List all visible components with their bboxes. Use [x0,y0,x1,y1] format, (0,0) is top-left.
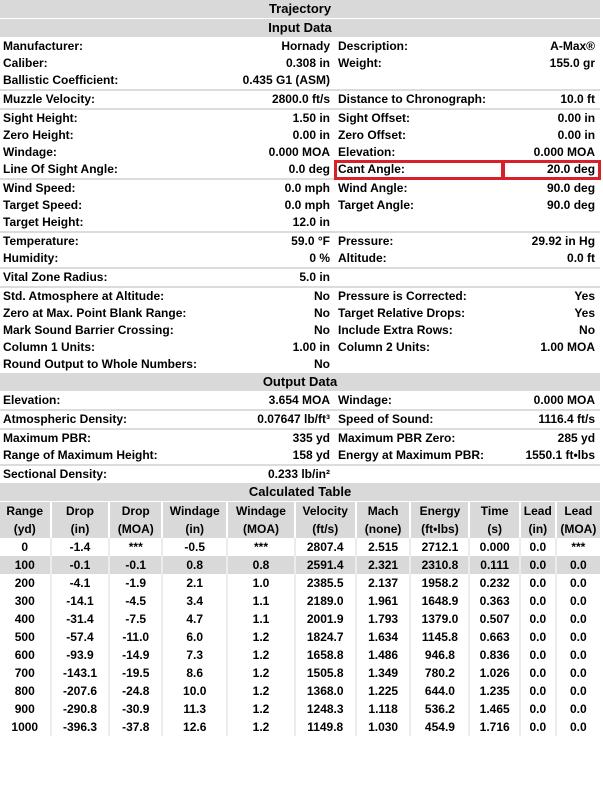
column-unit: (MOA) [556,520,600,538]
column-header: Drop [51,502,110,520]
table-cell: -290.8 [51,700,110,718]
row-value: 1116.4 ft/s [503,410,600,429]
row-value: 1.50 in [168,109,335,127]
table-cell: -396.3 [51,718,110,736]
table-cell: 454.9 [410,718,469,736]
table-cell: -1.9 [109,574,162,592]
table-cell: 0.0 [520,700,556,718]
table-cell: 1.465 [469,700,520,718]
table-cell: 1.2 [227,646,294,664]
data-row [0,287,600,305]
column-header: Lead [520,502,556,520]
table-cell: 1.961 [356,592,411,610]
row-value: 0.0 mph [168,179,335,197]
data-row [0,429,600,447]
table-cell: 0.0 [570,684,587,698]
table-cell: 1.2 [227,682,294,700]
row-label [335,465,503,483]
row-label: Vital Zone Radius: [0,268,168,287]
row-label: Distance to Chronograph: [335,90,503,109]
row-value: No [579,323,596,337]
data-row [0,410,600,429]
table-cell: 1.2 [227,718,294,736]
column-units-row [0,520,600,538]
data-row [0,305,600,322]
data-row [0,447,600,465]
table-cell: 10.0 [162,682,227,700]
data-row [0,214,600,232]
table-row [0,610,600,628]
row-label: Target Angle: [338,198,415,212]
data-row [0,392,600,411]
table-cell: 0.0 [570,666,587,680]
table-cell: 2.1 [162,574,227,592]
table-cell: -37.8 [109,718,162,736]
row-label: Wind Speed: [0,179,168,197]
table-cell: -4.5 [109,592,162,610]
column-unit: (ft/s) [295,520,356,538]
data-row [0,250,600,268]
table-cell: 0.0 [520,556,556,574]
table-cell: -24.8 [109,682,162,700]
data-row [0,55,600,72]
table-cell: 400 [0,610,51,628]
table-cell: 2.137 [356,574,411,592]
table-cell: 700 [0,664,51,682]
column-unit: (in) [51,520,110,538]
table-cell: *** [227,538,294,556]
table-cell: 0.836 [469,646,520,664]
row-label: Range of Maximum Height: [3,448,158,462]
table-cell: 1379.0 [410,610,469,628]
row-label: Speed of Sound: [335,410,503,429]
row-label: Elevation: [3,393,61,407]
table-cell: -14.1 [51,592,110,610]
row-label: Mark Sound Barrier Crossing: [3,323,174,337]
row-label [335,268,503,287]
row-value: Hornady [281,39,330,53]
row-value: 158 yd [292,448,330,462]
row-value: No [168,287,335,305]
row-label: Manufacturer: [3,39,84,53]
data-row [0,232,600,250]
row-label [335,356,503,373]
row-label: Zero Height: [3,128,74,142]
table-row [0,646,600,664]
table-row [0,592,600,610]
column-header: Range [0,502,51,520]
table-cell: 0.0 [520,628,556,646]
row-value [503,356,600,373]
table-row [0,700,600,718]
row-label: Zero at Max. Point Blank Range: [3,306,187,320]
row-label: Column 1 Units: [3,340,95,354]
row-value: 0.00 in [292,128,330,142]
table-cell: 0.0 [520,574,556,592]
row-label: Description: [338,39,409,53]
column-header: Lead [556,502,600,520]
table-cell: 0.111 [469,556,520,574]
row-label: Pressure: [335,232,503,250]
table-cell: 1.225 [356,682,411,700]
column-header-row [0,502,600,520]
data-row [0,339,600,356]
table-cell: 0.232 [469,574,520,592]
row-value: 1550.1 ft•lbs [525,448,596,462]
table-cell: -93.9 [51,646,110,664]
row-label: Ballistic Coefficient: [3,73,119,87]
table-cell: -14.9 [109,646,162,664]
cant-angle-value-highlighted: 20.0 deg [503,161,600,179]
data-row [0,144,600,161]
table-cell: 0.663 [469,628,520,646]
table-cell: 3.4 [162,592,227,610]
column-header: Windage [227,502,294,520]
row-value: A-Max® [550,39,596,53]
table-cell: 1.118 [356,700,411,718]
row-value [503,465,600,483]
table-cell: -1.4 [51,538,110,556]
table-cell: -0.1 [109,556,162,574]
table-cell: -4.1 [51,574,110,592]
table-cell: 1.716 [469,718,520,736]
table-cell: 1248.3 [295,700,356,718]
table-cell: 1658.8 [295,646,356,664]
table-cell: 2385.5 [295,574,356,592]
row-label: Caliber: [3,56,48,70]
row-value [503,72,600,90]
table-cell: -19.5 [109,664,162,682]
column-unit: (ft•lbs) [410,520,469,538]
row-value: 155.0 gr [549,56,596,70]
table-cell: 8.6 [162,664,227,682]
row-label: Temperature: [0,232,168,250]
column-header: Velocity [295,502,356,520]
table-row [0,574,600,592]
row-value: 1.00 MOA [540,340,596,354]
data-row [0,161,600,179]
row-value: 90.0 deg [547,198,596,212]
table-cell: 0.0 [520,592,556,610]
table-cell: 2807.4 [295,538,356,556]
table-cell: 0.0 [520,610,556,628]
row-value: 12.0 in [292,215,330,229]
row-label: Target Height: [3,215,84,229]
table-cell: 1.235 [469,682,520,700]
row-value: 59.0 °F [168,232,335,250]
table-cell: 0 [0,538,51,556]
table-cell: 0.0 [520,718,556,736]
row-value: 0.233 lb/in² [168,465,335,483]
table-cell: 1.1 [227,610,294,628]
table-cell: 0.363 [469,592,520,610]
row-value: 10.0 ft [503,90,600,109]
table-cell: 0.000 [469,538,520,556]
table-cell: -11.0 [109,628,162,646]
table-cell: -207.6 [51,682,110,700]
table-cell: 946.8 [410,646,469,664]
table-cell: 0.0 [570,612,587,626]
row-label: Sight Offset: [335,109,503,127]
table-cell: 1.2 [227,628,294,646]
row-value: 0.000 MOA [533,145,596,159]
table-cell: -0.1 [51,556,110,574]
output-data-header: Output Data [0,373,600,392]
table-row [0,556,600,574]
table-cell: -30.9 [109,700,162,718]
table-cell: 6.0 [162,628,227,646]
row-value: 3.654 MOA [268,393,330,407]
row-value: 0.00 in [557,128,596,142]
table-cell: 100 [0,556,51,574]
row-label: Pressure is Corrected: [335,287,503,305]
calculated-table-header: Calculated Table [0,483,600,502]
data-row [0,90,600,109]
row-label: Std. Atmosphere at Altitude: [0,287,168,305]
column-header: Windage [162,502,227,520]
table-cell: 0.0 [520,538,556,556]
table-cell: 780.2 [410,664,469,682]
table-cell: 1824.7 [295,628,356,646]
table-cell: *** [571,540,586,554]
column-header: Time [469,502,520,520]
column-unit: (in) [162,520,227,538]
row-label: Column 2 Units: [338,340,430,354]
table-cell: 1145.8 [410,628,469,646]
output-data-section [0,392,600,484]
row-value: 285 yd [503,429,600,447]
row-label: Altitude: [338,251,387,265]
row-value: 0.0 mph [284,198,330,212]
row-label [335,72,503,90]
cant-angle-label-highlighted: Cant Angle: [335,161,503,179]
row-value: 0.0 ft [567,251,596,265]
column-unit: (MOA) [227,520,294,538]
data-row [0,268,600,287]
table-cell: 2.515 [356,538,411,556]
table-cell: 644.0 [410,682,469,700]
data-row [0,322,600,339]
table-cell: 2712.1 [410,538,469,556]
table-cell: 2001.9 [295,610,356,628]
data-row [0,179,600,197]
table-cell: 1.2 [227,700,294,718]
table-cell: 0.0 [520,682,556,700]
table-cell: 0.0 [570,594,587,608]
table-cell: 0.8 [227,556,294,574]
table-cell: 11.3 [162,700,227,718]
row-value: 2800.0 ft/s [168,90,335,109]
row-label: Windage: [3,145,57,159]
data-row [0,127,600,144]
data-row [0,72,600,90]
column-unit: (s) [469,520,520,538]
row-value: 29.92 in Hg [503,232,600,250]
table-cell: 200 [0,574,51,592]
column-header: Drop [109,502,162,520]
row-label: Muzzle Velocity: [0,90,168,109]
row-value: 0 % [309,251,330,265]
table-cell: 1149.8 [295,718,356,736]
calculated-table [0,502,600,736]
table-cell: -31.4 [51,610,110,628]
table-cell: 536.2 [410,700,469,718]
row-value: 1.00 in [292,340,330,354]
data-row [0,109,600,127]
row-value: No [314,357,330,371]
table-cell: 1.2 [227,664,294,682]
table-cell: 0.0 [520,664,556,682]
row-value: Yes [574,306,596,320]
table-cell: 2189.0 [295,592,356,610]
table-cell: 0.507 [469,610,520,628]
page-title: Trajectory [0,0,600,19]
column-unit: (yd) [0,520,51,538]
table-cell: 1.486 [356,646,411,664]
table-row [0,718,600,736]
row-value: No [314,306,330,320]
row-label: Target Relative Drops: [338,306,466,320]
column-unit: (in) [520,520,556,538]
table-cell: 0.8 [162,556,227,574]
row-value: Yes [503,287,600,305]
table-cell: 800 [0,682,51,700]
table-cell: 1.634 [356,628,411,646]
row-label: Maximum PBR Zero: [335,429,503,447]
data-row [0,38,600,56]
table-cell: 1.349 [356,664,411,682]
table-row [0,538,600,556]
row-label: Windage: [338,393,392,407]
table-cell: 0.0 [556,556,600,574]
table-cell: 500 [0,628,51,646]
row-label: Humidity: [3,251,59,265]
row-value: 0.07647 lb/ft³ [168,410,335,429]
row-label: Atmospheric Density: [0,410,168,429]
table-cell: 1958.2 [410,574,469,592]
row-label: Zero Offset: [338,128,407,142]
data-row [0,356,600,373]
row-value: 0.00 in [503,109,600,127]
table-cell: 7.3 [162,646,227,664]
table-cell: -57.4 [51,628,110,646]
row-value: 0.0 deg [288,162,330,176]
row-value: No [314,323,330,337]
table-cell: 1.793 [356,610,411,628]
table-cell: 2.321 [356,556,411,574]
row-value: 0.435 G1 (ASM) [242,73,330,87]
row-value: 0.308 in [285,56,330,70]
row-label: Sectional Density: [0,465,168,483]
row-label: Target Speed: [3,198,83,212]
table-cell: 0.0 [570,630,587,644]
table-cell: 1648.9 [410,592,469,610]
table-cell: 2591.4 [295,556,356,574]
table-cell: 0.0 [520,646,556,664]
row-label: Round Output to Whole Numbers: [3,357,197,371]
data-row [0,465,600,483]
table-row [0,664,600,682]
row-value [503,214,600,232]
table-cell: 600 [0,646,51,664]
row-label [335,214,503,232]
table-cell: 0.0 [570,576,587,590]
row-label: Energy at Maximum PBR: [338,448,485,462]
row-value: 90.0 deg [503,179,600,197]
row-value: 335 yd [168,429,335,447]
table-cell: 300 [0,592,51,610]
table-cell: 1.030 [356,718,411,736]
row-label: Wind Angle: [335,179,503,197]
column-header: Energy [410,502,469,520]
column-unit: (MOA) [109,520,162,538]
table-cell: 4.7 [162,610,227,628]
table-row [0,628,600,646]
table-cell: 1505.8 [295,664,356,682]
row-label: Include Extra Rows: [338,323,453,337]
table-cell: 900 [0,700,51,718]
table-cell: 0.0 [570,720,587,734]
table-cell: 2310.8 [410,556,469,574]
table-cell: -7.5 [109,610,162,628]
table-cell: 1.026 [469,664,520,682]
table-cell: 12.6 [162,718,227,736]
table-cell: -143.1 [51,664,110,682]
row-value: 0.000 MOA [533,393,596,407]
table-cell: -0.5 [162,538,227,556]
row-label: Sight Height: [0,109,168,127]
data-row [0,197,600,214]
input-data-header: Input Data [0,19,600,38]
row-value: 5.0 in [168,268,335,287]
table-row [0,682,600,700]
column-header: Mach [356,502,411,520]
table-cell: *** [109,538,162,556]
table-cell: 0.0 [570,648,587,662]
table-cell: 0.0 [570,702,587,716]
column-unit: (none) [356,520,411,538]
table-cell: 1.0 [227,574,294,592]
table-cell: 1000 [0,718,51,736]
row-label: Elevation: [338,145,396,159]
row-label: Weight: [338,56,382,70]
input-data-section [0,38,600,374]
row-label: Line Of Sight Angle: [3,162,118,176]
table-cell: 1.1 [227,592,294,610]
row-value: 0.000 MOA [268,145,330,159]
row-value [503,268,600,287]
table-cell: 1368.0 [295,682,356,700]
row-label: Maximum PBR: [0,429,168,447]
